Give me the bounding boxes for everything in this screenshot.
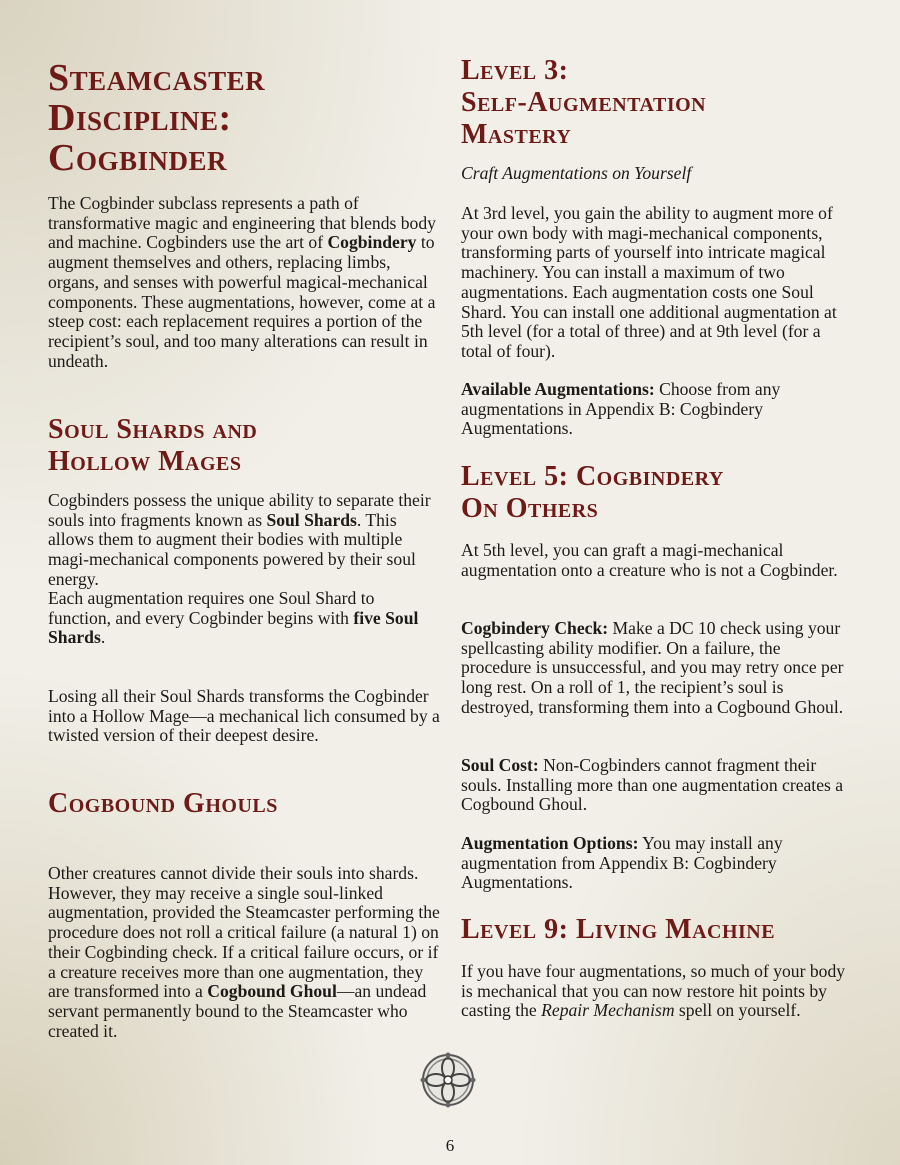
paragraph	[48, 491, 440, 590]
text-run: At 3rd level, you gain the ability to augment more of your own body with magi-mechanical components, transforming parts of yourself into intricate magical machinery. You can install a maximum of two augmentations. Each augmentation costs one Soul Shard. You can install one additional augmentation at 5th level (for a total of three) and at 9th level (for a total of four).	[461, 203, 837, 361]
heading-line: Level 5: Cogbindery	[461, 461, 724, 492]
paragraph	[48, 864, 440, 1041]
text-run: .	[100, 627, 106, 648]
intro-paragraph	[48, 194, 440, 371]
heading-level-9: Level 9: Living Machine	[461, 914, 776, 945]
page-title	[48, 58, 448, 178]
title-line: Discipline:	[48, 97, 232, 139]
text-run: The Cogbinder subclass represents a path of transformative magic and engineering that blends body and machine. Cogbinders use the art of	[48, 193, 436, 253]
paragraph	[461, 756, 846, 815]
paragraph	[461, 834, 846, 893]
paragraph	[461, 380, 846, 439]
cog-ornament-icon	[420, 1052, 476, 1108]
bold-text: Cogbindery Check:	[461, 618, 609, 638]
bold-text: Soul Cost:	[461, 755, 539, 775]
paragraph	[48, 589, 440, 648]
text-run: You may install any augmentation from Appendix B: Cogbindery Augmentations.	[461, 833, 783, 893]
bold-text: five Soul Shards	[48, 607, 419, 648]
paragraph	[461, 962, 846, 1021]
italic-text: Repair Mechanism	[541, 1000, 675, 1021]
text-run: At 5th level, you can graft a magi-mechanical augmentation onto a creature who is not a Cogbinder.	[461, 540, 838, 580]
text-run: —an undead servant permanently bound to the Steamcaster who created it.	[48, 981, 427, 1041]
heading-cogbound-ghouls: Cogbound Ghouls	[48, 788, 278, 819]
text-run: If you have four augmentations, so much of your body is mechanical that you can now restore hit points by casting the	[461, 961, 846, 1021]
heading-line: Level 3:	[461, 55, 569, 86]
text-run: . This allows them to augment their bodies with multiple magi-mechanical components powered by their soul energy.	[48, 509, 416, 589]
bold-text: Cogbound Ghoul	[207, 981, 337, 1002]
page-number: 6	[445, 1136, 455, 1155]
bold-text: Augmentation Options:	[461, 833, 639, 853]
heading-line: Soul Shards and	[48, 414, 258, 445]
subtitle: Craft Augmentations on Yourself	[461, 163, 692, 183]
text-run: Cogbinders possess the unique ability to separate their souls into fragments known as	[48, 490, 431, 530]
paragraph	[48, 687, 440, 746]
heading-line: On Others	[461, 493, 599, 524]
paragraph	[461, 541, 846, 580]
paragraph	[461, 204, 846, 362]
bold-text: Available Augmentations:	[461, 379, 655, 399]
text-run: Each augmentation requires one Soul Shard to function, and every Cogbinder begins with	[48, 588, 375, 628]
text-run: Other creatures cannot divide their souls into shards. However, they may receive a single soul-linked augmentation, provided the Steamcaster performing the procedure does not roll a critical failure (a natural 1) on their Cogbinding check. If a critical failure occurs, or if a creature receives more than one augmentation, they are transformed into a	[48, 863, 440, 1002]
heading-soul-shards	[48, 414, 440, 478]
heading-line: Hollow Mages	[48, 446, 242, 477]
heading-level-5	[461, 461, 846, 525]
bold-text: Cogbindery	[327, 232, 417, 253]
text-run: Losing all their Soul Shards transforms the Cogbinder into a Hollow Mage—a mechanical lich consumed by a twisted version of their deepest desire.	[48, 686, 440, 746]
title-line: Cogbinder	[48, 137, 227, 179]
title-line: Steamcaster	[48, 57, 266, 99]
heading-line: Mastery	[461, 119, 572, 150]
text-run: Make a DC 10 check using your spellcasting ability modifier. On a failure, the procedure is unsuccessful, and you may retry once per long rest. On a roll of 1, the recipient’s soul is destroyed, transforming them into a Cogbound Ghoul.	[461, 618, 844, 717]
paragraph	[461, 619, 846, 718]
text-run: spell on yourself.	[674, 1000, 801, 1021]
heading-line: Self-Augmentation	[461, 87, 707, 118]
text-run: Non-Cogbinders cannot fragment their souls. Installing more than one augmentation creates a Cogbound Ghoul.	[461, 755, 844, 815]
text-run: Choose from any augmentations in Appendix B: Cogbindery Augmentations.	[461, 379, 781, 439]
heading-level-3	[461, 55, 846, 151]
text-run: to augment themselves and others, replacing limbs, organs, and senses with powerful magical-mechanical components. These augmentations, however, come at a steep cost: each replacement requires a portion of the recipient’s soul, and too many alterations can result in undeath.	[48, 232, 436, 371]
bold-text: Soul Shards	[266, 509, 357, 530]
